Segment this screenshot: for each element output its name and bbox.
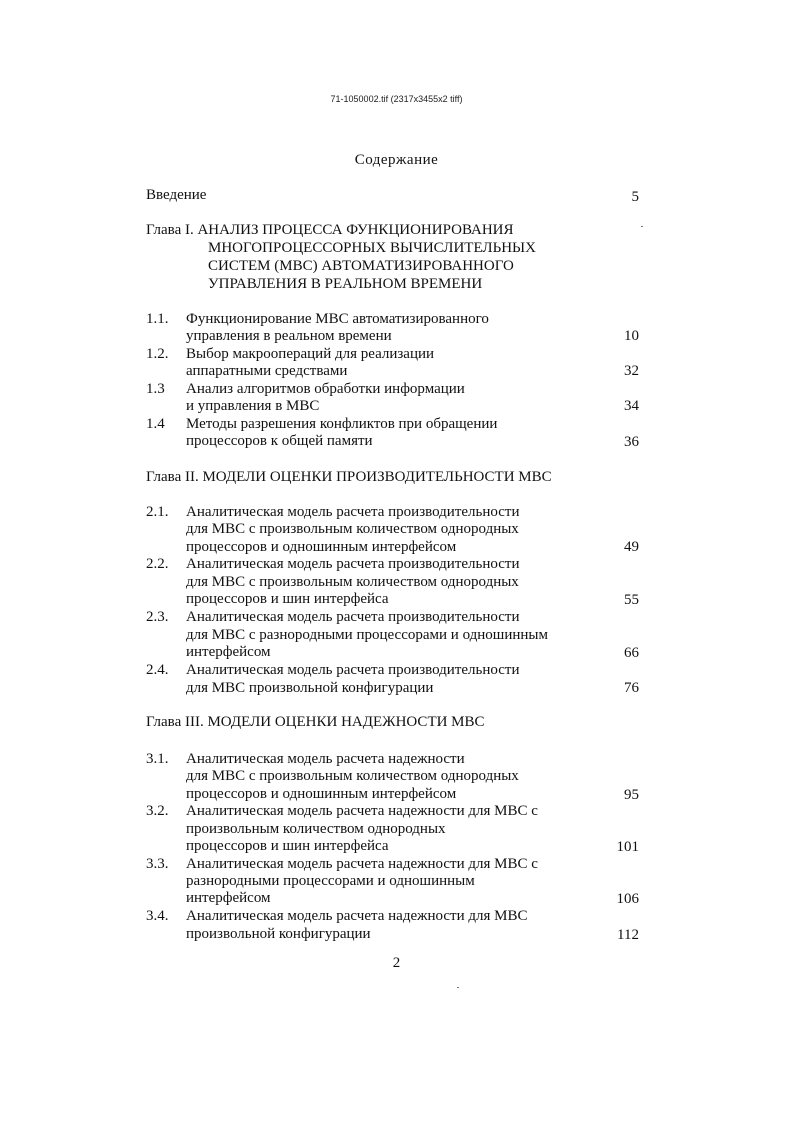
section-title-line: для МВС с произвольным количеством однородных [186, 768, 519, 784]
section-page-number: 112 [617, 927, 639, 943]
chapter1-title-line2: МНОГОПРОЦЕССОРНЫХ ВЫЧИСЛИТЕЛЬНЫХ [208, 240, 536, 256]
section-title-line: процессоров и шин интерфейса [186, 838, 389, 854]
section-title-line: для МВС с разнородными процессорами и одношинным [186, 627, 548, 643]
section-title-line: Функционирование МВС автоматизированного [186, 311, 489, 327]
section-title-line: для МВС произвольной конфигурации [186, 680, 434, 696]
section-page-number: 49 [624, 539, 639, 555]
section-title-line: Аналитическая модель расчета производительности [186, 504, 520, 520]
section-title-line: Аналитическая модель расчета надежности для МВС с [186, 803, 538, 819]
section-title-line: Аналитическая модель расчета производительности [186, 556, 520, 572]
section-title-line: Аналитическая модель расчета надежности для МВС с [186, 856, 538, 872]
section-title-line: интерфейсом [186, 644, 271, 660]
section-title-line: процессоров и одношинным интерфейсом [186, 786, 457, 802]
section-number: 3.4. [146, 908, 169, 924]
scan-speck [457, 987, 459, 988]
section-title-line: интерфейсом [186, 890, 271, 906]
section-page-number: 76 [624, 680, 639, 696]
section-title-line: Методы разрешения конфликтов при обращении [186, 416, 498, 432]
chapter3-title: Глава III. МОДЕЛИ ОЦЕНКИ НАДЕЖНОСТИ МВС [146, 714, 485, 730]
section-title-line: для МВС с произвольным количеством однородных [186, 521, 519, 537]
section-title-line: Аналитическая модель расчета производительности [186, 662, 520, 678]
section-title-line: аппаратными средствами [186, 363, 348, 379]
chapter1-title-line1: Глава I. АНАЛИЗ ПРОЦЕССА ФУНКЦИОНИРОВАНИЯ [146, 222, 514, 238]
section-title-line: разнородными процессорами и одношинным [186, 873, 475, 889]
section-number: 3.1. [146, 751, 169, 767]
section-title-line: Анализ алгоритмов обработки информации [186, 381, 465, 397]
chapter2-title: Глава II. МОДЕЛИ ОЦЕНКИ ПРОИЗВОДИТЕЛЬНОСТИ МВС [146, 469, 552, 485]
section-number: 1.3 [146, 381, 165, 397]
section-title-line: произвольной конфигурации [186, 926, 371, 942]
section-number: 1.1. [146, 311, 169, 327]
section-page-number: 106 [616, 891, 639, 907]
section-title-line: Аналитическая модель расчета надежности для МВС [186, 908, 528, 924]
page-number: 2 [392, 955, 401, 971]
file-info-header: 71-1050002.tif (2317x3455x2 tiff) [330, 94, 463, 104]
scan-speck [641, 226, 643, 227]
section-title-line: для МВС с произвольным количеством однородных [186, 574, 519, 590]
section-title-line: управления в реальном времени [186, 328, 392, 344]
section-page-number: 34 [624, 398, 639, 414]
section-number: 2.3. [146, 609, 169, 625]
section-number: 3.3. [146, 856, 169, 872]
section-title-line: процессоров и шин интерфейса [186, 591, 389, 607]
toc-intro-label: Введение [146, 187, 207, 203]
section-page-number: 101 [616, 839, 639, 855]
section-page-number: 32 [624, 363, 639, 379]
section-title-line: процессоров и одношинным интерфейсом [186, 539, 457, 555]
section-number: 1.4 [146, 416, 165, 432]
chapter1-title-line3: СИСТЕМ (МВС) АВТОМАТИЗИРОВАННОГО [208, 258, 514, 274]
section-number: 2.1. [146, 504, 169, 520]
section-title-line: процессоров к общей памяти [186, 433, 373, 449]
section-page-number: 95 [624, 787, 639, 803]
section-page-number: 36 [624, 434, 639, 450]
chapter1-title-line4: УПРАВЛЕНИЯ В РЕАЛЬНОМ ВРЕМЕНИ [208, 276, 483, 292]
section-page-number: 10 [624, 328, 639, 344]
section-title-line: Выбор макроопераций для реализации [186, 346, 435, 362]
section-number: 2.2. [146, 556, 169, 572]
section-title-line: Аналитическая модель расчета надежности [186, 751, 465, 767]
section-number: 3.2. [146, 803, 169, 819]
section-page-number: 66 [624, 645, 639, 661]
section-title-line: и управления в МВС [186, 398, 320, 414]
toc-intro-page: 5 [631, 189, 639, 205]
toc-title: Содержание [354, 152, 439, 168]
section-page-number: 55 [624, 592, 639, 608]
section-number: 1.2. [146, 346, 169, 362]
section-title-line: произвольным количеством однородных [186, 821, 446, 837]
section-title-line: Аналитическая модель расчета производительности [186, 609, 520, 625]
section-number: 2.4. [146, 662, 169, 678]
